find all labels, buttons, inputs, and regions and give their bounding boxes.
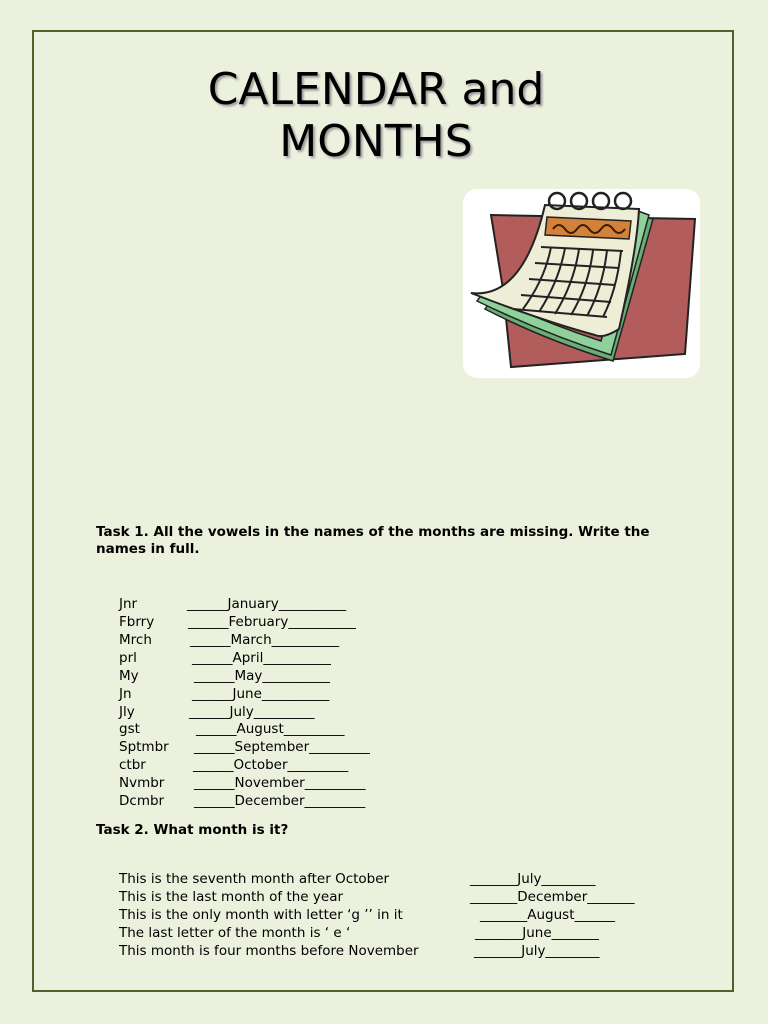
list-item-answer: ______January__________ [187, 596, 347, 612]
list-item-abbr: Mrch [119, 632, 152, 648]
list-item-abbr: Nvmbr [119, 775, 165, 791]
title-line-2: MONTHS [279, 116, 473, 167]
answer-line: _______December_______ [470, 889, 635, 905]
question-text: This is the seventh month after October [119, 871, 390, 887]
list-item-abbr: Fbrry [119, 614, 155, 630]
page-title [0, 64, 752, 168]
title-line-1: CALENDAR and [207, 64, 545, 115]
calendar-clipart [463, 189, 700, 378]
list-item-answer: ______July_________ [189, 704, 315, 720]
list-item-answer: ______August_________ [196, 721, 345, 737]
question-text: This is the only month with letter ‘g ’’ in it [119, 907, 403, 923]
task1-heading: Task 1. All the vowels in the names of the months are missing. Write the names in full. [96, 524, 650, 557]
list-item-answer: ______April__________ [192, 650, 331, 666]
list-item-abbr: Sptmbr [119, 739, 169, 755]
answer-line: _______June_______ [475, 925, 599, 941]
list-item-abbr: Jnr [119, 596, 138, 612]
list-item-abbr: Dcmbr [119, 793, 165, 809]
calendar-icon [463, 189, 700, 378]
answer-line: _______July________ [470, 871, 596, 887]
question-text: The last letter of the month is ‘ e ‘ [119, 925, 351, 941]
list-item-answer: ______September_________ [194, 739, 370, 755]
answer-line: _______July________ [474, 943, 600, 959]
list-item-abbr: prl [119, 650, 137, 666]
question-text: This month is four months before November [119, 943, 419, 959]
list-item-answer: ______November_________ [194, 775, 366, 791]
question-text: This is the last month of the year [119, 889, 344, 905]
list-item-abbr: gst [119, 721, 140, 737]
list-item-abbr: ctbr [119, 757, 146, 773]
list-item-abbr: My [119, 668, 139, 684]
list-item-answer: ______February__________ [188, 614, 356, 630]
page-border [32, 30, 734, 992]
list-item-abbr: Jly [119, 704, 135, 720]
list-item-answer: ______December_________ [194, 793, 366, 809]
task2-heading: Task 2. What month is it? [96, 822, 289, 838]
answer-line: _______August______ [480, 907, 615, 923]
list-item-answer: ______June__________ [192, 686, 330, 702]
list-item-answer: ______October_________ [193, 757, 349, 773]
list-item-answer: ______May__________ [194, 668, 330, 684]
list-item-abbr: Jn [119, 686, 132, 702]
list-item-answer: ______March__________ [190, 632, 340, 648]
